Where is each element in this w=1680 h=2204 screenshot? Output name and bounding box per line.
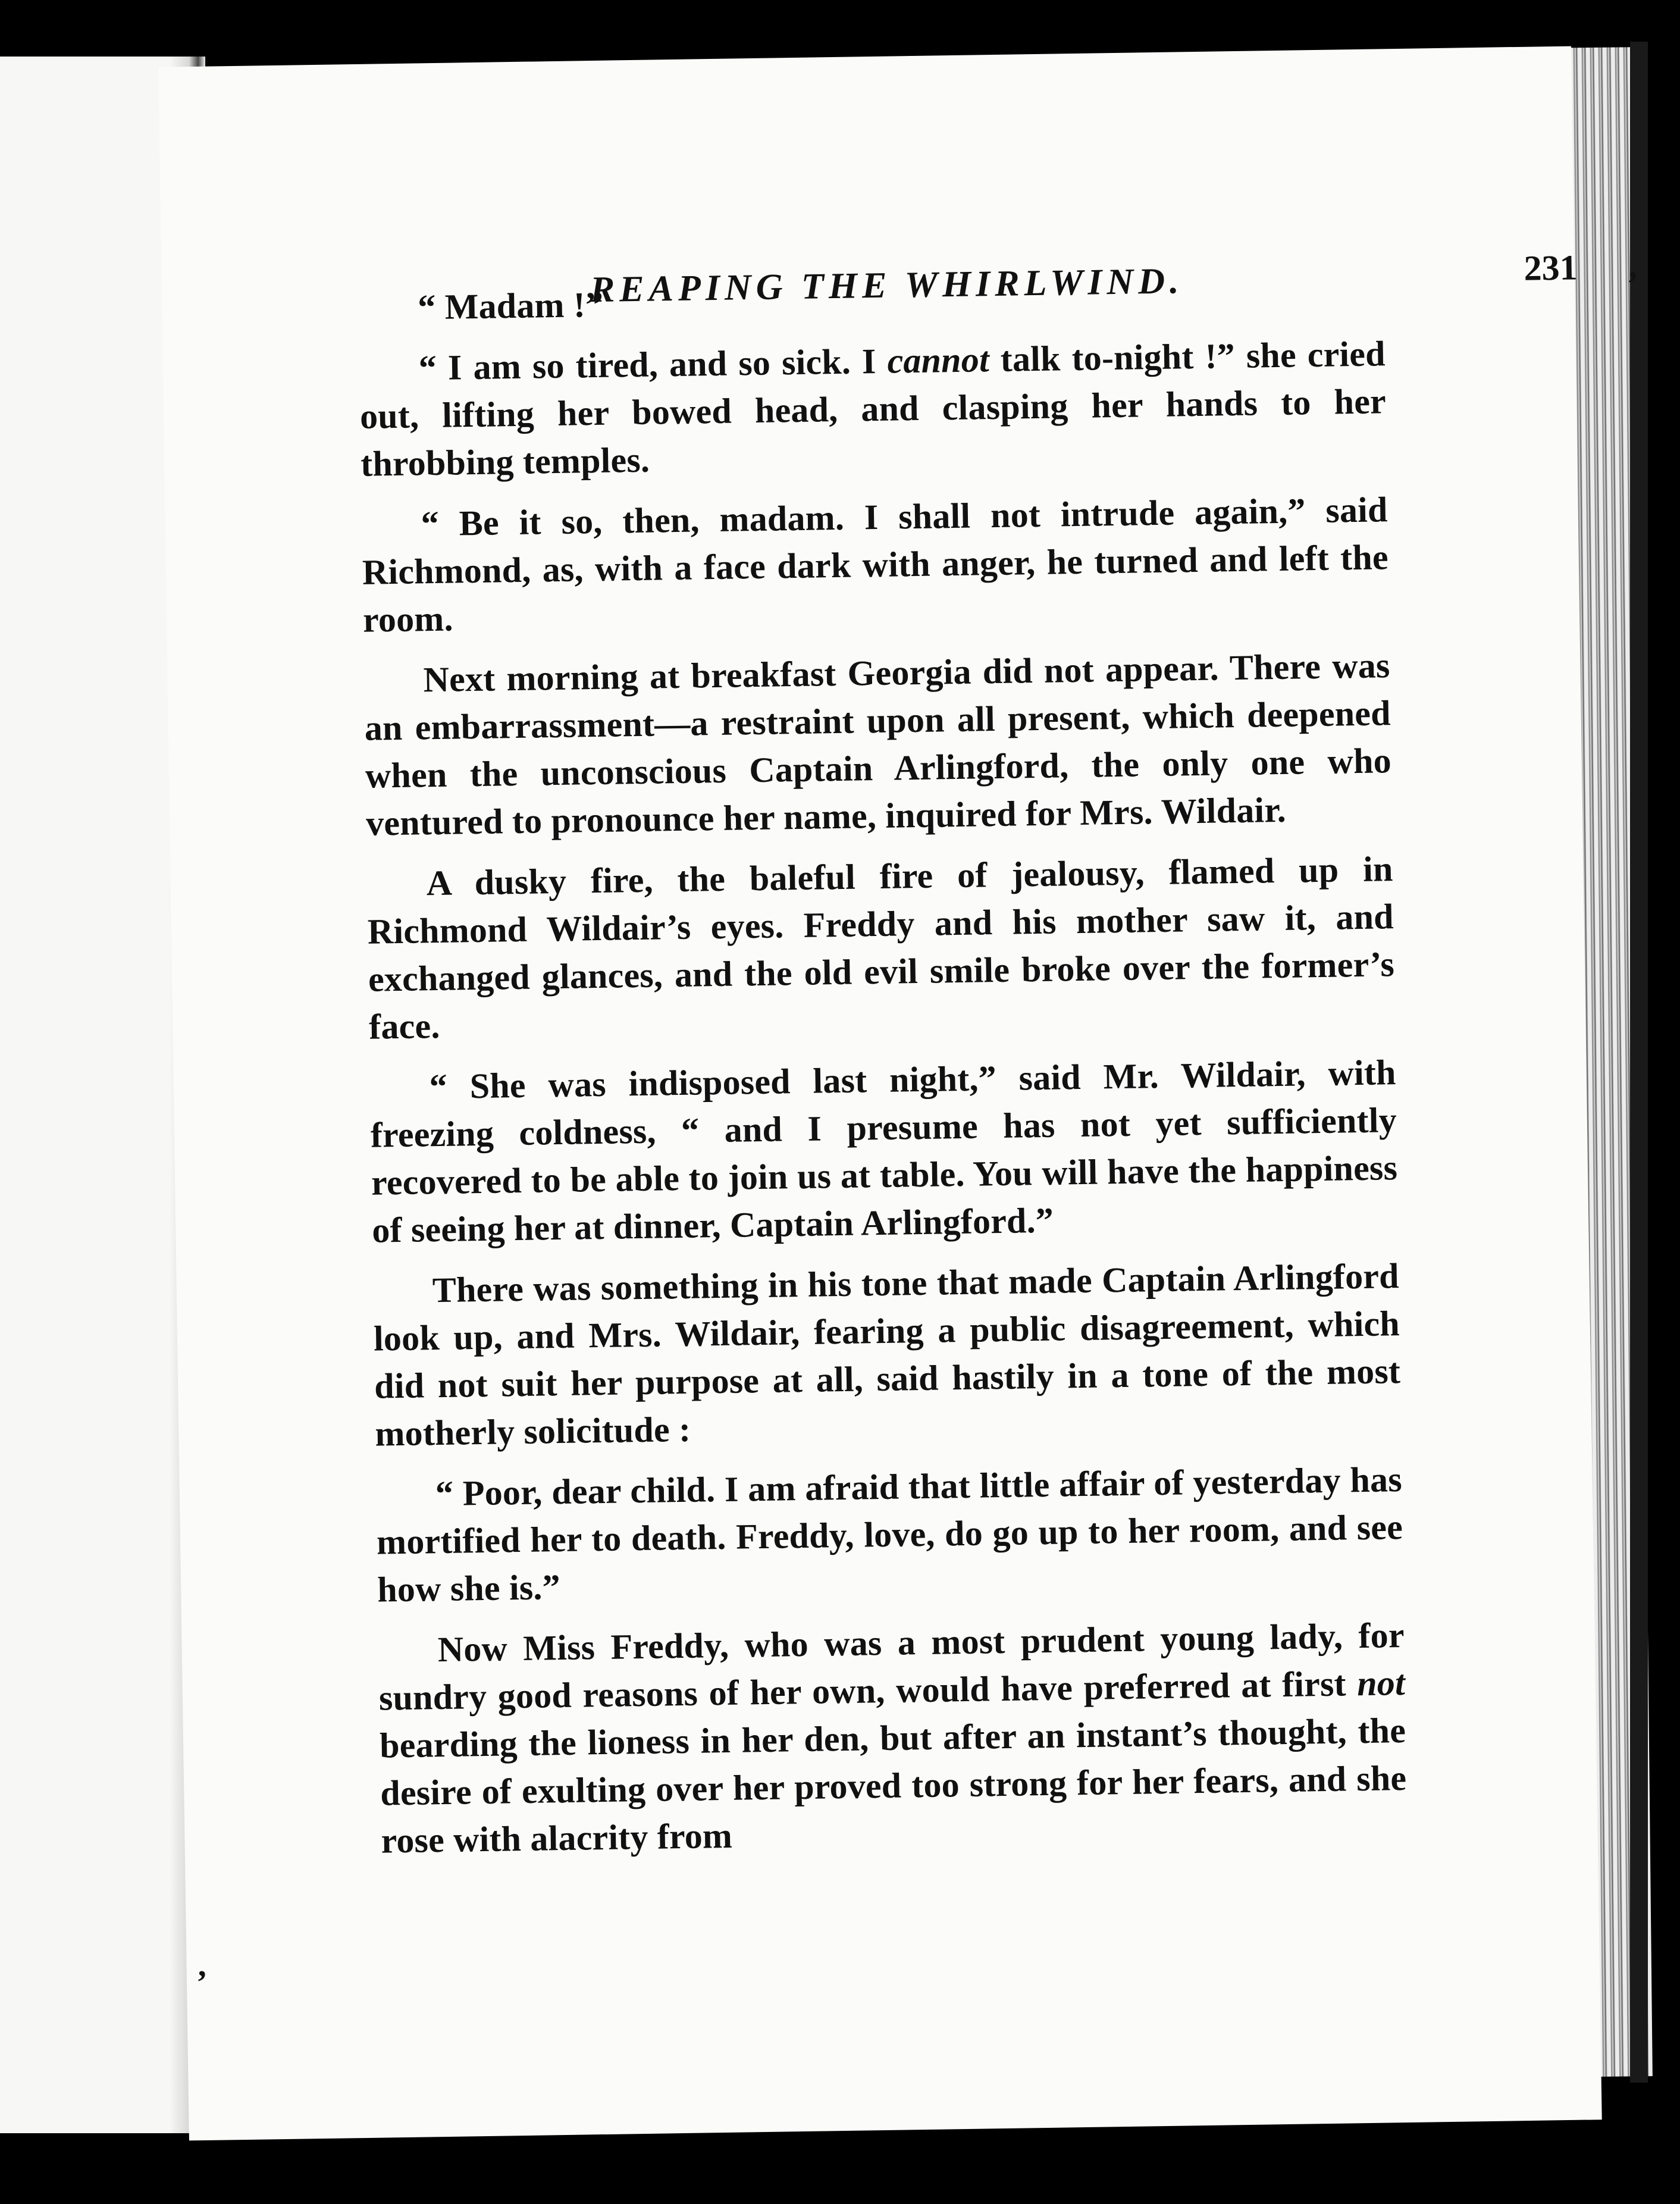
running-title: REAPING THE WHIRLWIND. [590,261,1184,311]
page-edges-shadow [1630,42,1648,2083]
page-number: 231 [1524,248,1578,288]
body-text [358,269,1408,1864]
paragraph: Now Miss Freddy, who was a most prudent young lady, for sundry good reasons of her own, would have preferred at first not bearding the lioness in her den, but after an instant’s thought, the desire of exulting over her proved too strong for her fears, and she rose with alacrity from [378,1616,1407,1861]
paragraph: There was something in his tone that made Captain Arlingford look up, and Mrs. Wildair, fearing a public disagreement, which did not suit her purpose at all, said hastily in a tone of the most motherly solicitude : [373,1256,1401,1454]
paragraph: “ She was indisposed last night,” said Mr. Wildair, with freezing coldness, “ and I presume has not yet sufficiently recovered to be able to join us at table. You will have the happiness of seeing her at dinner, Captain Arlingford.” [370,1053,1398,1250]
emphasis: cannot [887,340,990,381]
paragraph: “ I am so tired, and so sick. I cannot talk to-night !” she cried out, lifting her bowed head, and clasping her hands to her throbbing temples. [359,334,1387,484]
emphasis: not [1356,1663,1406,1704]
paragraph: “ Poor, dear child. I am afraid that little affair of yesterday has mortified her to death. Freddy, love, do go up to her room, and see how she is.” [376,1460,1403,1610]
edge-mark: ’ [1627,265,1638,302]
paragraph: A dusky fire, the baleful fire of jealousy, flamed up in Richmond Wildair’s eyes. Freddy and his mother saw it, and exchanged glances, and the old evil smile broke over the former’s face. [367,849,1395,1047]
paragraph: Next morning at breakfast Georgia did not appear. There was an embarrassment—a restraint upon all present, which deepened when the unconscious Captain Arlingford, the only one who ventured to pronounce her name, inquired for Mrs. Wildair. [364,646,1392,843]
page-text-block [357,186,1578,1877]
paragraph: “ Madam !” [417,284,604,327]
edge-mark: ’ [196,1964,208,2001]
book-page [158,46,1601,2141]
paragraph: “ Be it so, then, madam. I shall not intrude again,” said Richmond, as, with a face dark with anger, he turned and left the room. [362,490,1389,640]
